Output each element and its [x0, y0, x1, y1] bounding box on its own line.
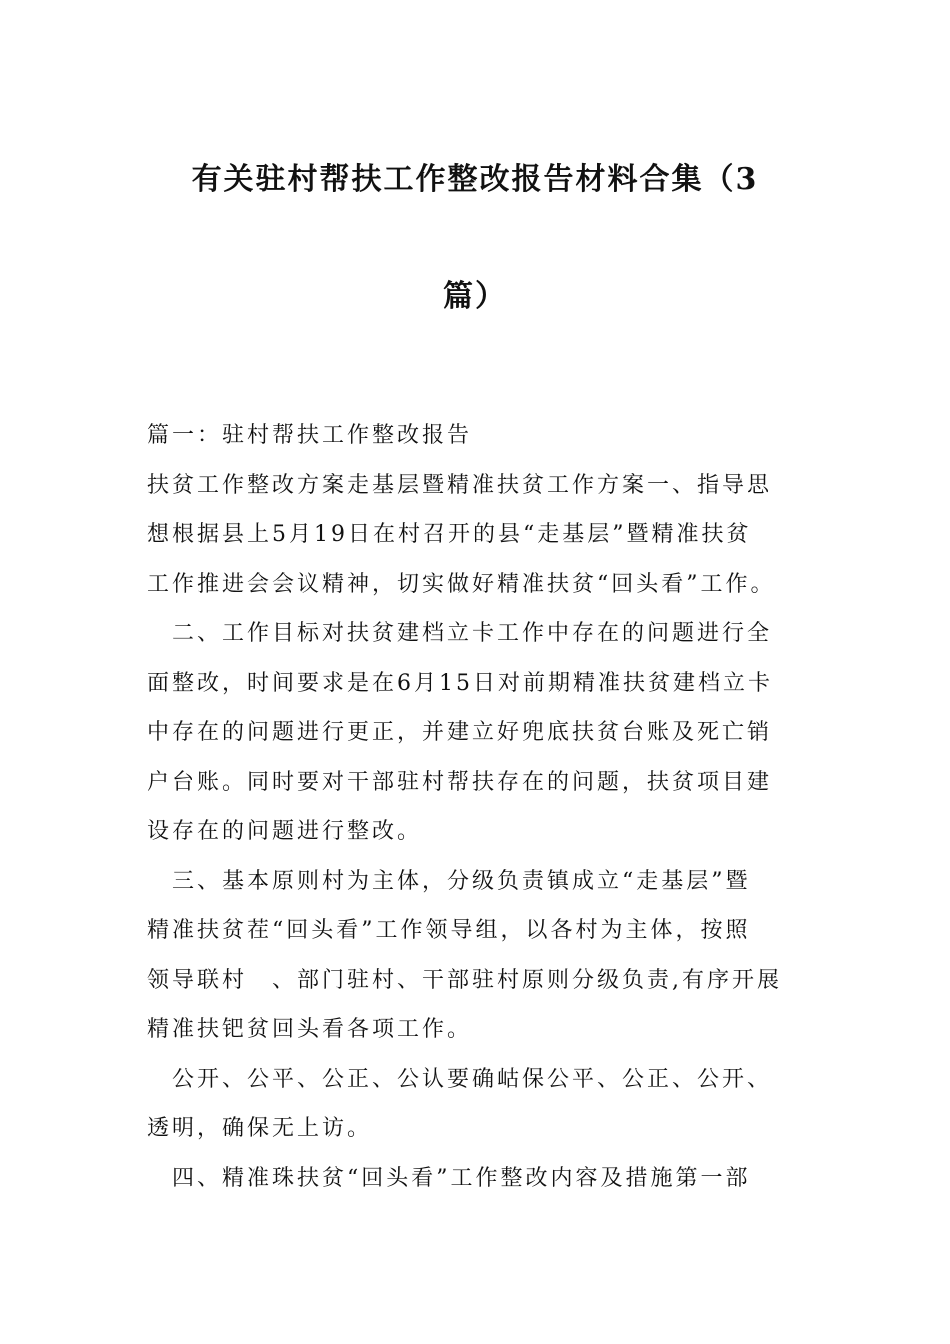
body-text-line: 精准扶贫茬“回头看”工作领导组，以各村为主体，按照	[147, 918, 751, 943]
body-text-line: 二、工作目标对扶贫建档立卡工作中存在的问题进行全	[172, 621, 773, 646]
document-body	[147, 411, 807, 1203]
document-title-line-1: 有关驻村帮扶工作整改报告材料合集（3	[191, 162, 759, 197]
body-text-line: 领导联村 、部门驻村、干部驻村原则分级负责,有序开展	[147, 967, 782, 993]
section-heading: 篇一：驻村帮扶工作整改报告	[147, 423, 473, 448]
body-text-line: 精准扶钯贫回头看各项工作。	[147, 1017, 473, 1042]
body-text-line: 透明，确保无上访。	[147, 1116, 373, 1141]
body-text-line: 扶贫工作整改方案走基层暨精准扶贫工作方案一、指导思	[147, 472, 773, 498]
body-text-line: 三、基本原则村为主体，分级负责镇成立“走基层”暨	[172, 868, 751, 894]
body-text-line: 设存在的问题进行整改。	[147, 819, 423, 844]
body-text-line: 四、精准珠扶贫“回头看”工作整改内容及措施第一部	[172, 1165, 751, 1191]
body-text-line: 公开、公平、公正、公认要确岵保公平、公正、公开、	[172, 1066, 773, 1092]
body-text-line: 想根据县上5月19日在村召开的县“走基层”暨精准扶贫	[147, 522, 752, 547]
body-text-line: 面整改，时间要求是在6月15日对前期精准扶贫建档立卡	[147, 670, 773, 696]
body-text-line: 中存在的问题进行更正，并建立好兜底扶贫台账及死亡销	[147, 720, 773, 745]
body-text-line: 工作推进会会议精神，切实做好精准扶贫“回头看”工作。	[147, 571, 776, 597]
document-title-line-2: 篇）	[443, 279, 507, 314]
body-text-line: 户台账。同时要对干部驻村帮扶存在的问题，扶贫项目建	[147, 769, 773, 795]
